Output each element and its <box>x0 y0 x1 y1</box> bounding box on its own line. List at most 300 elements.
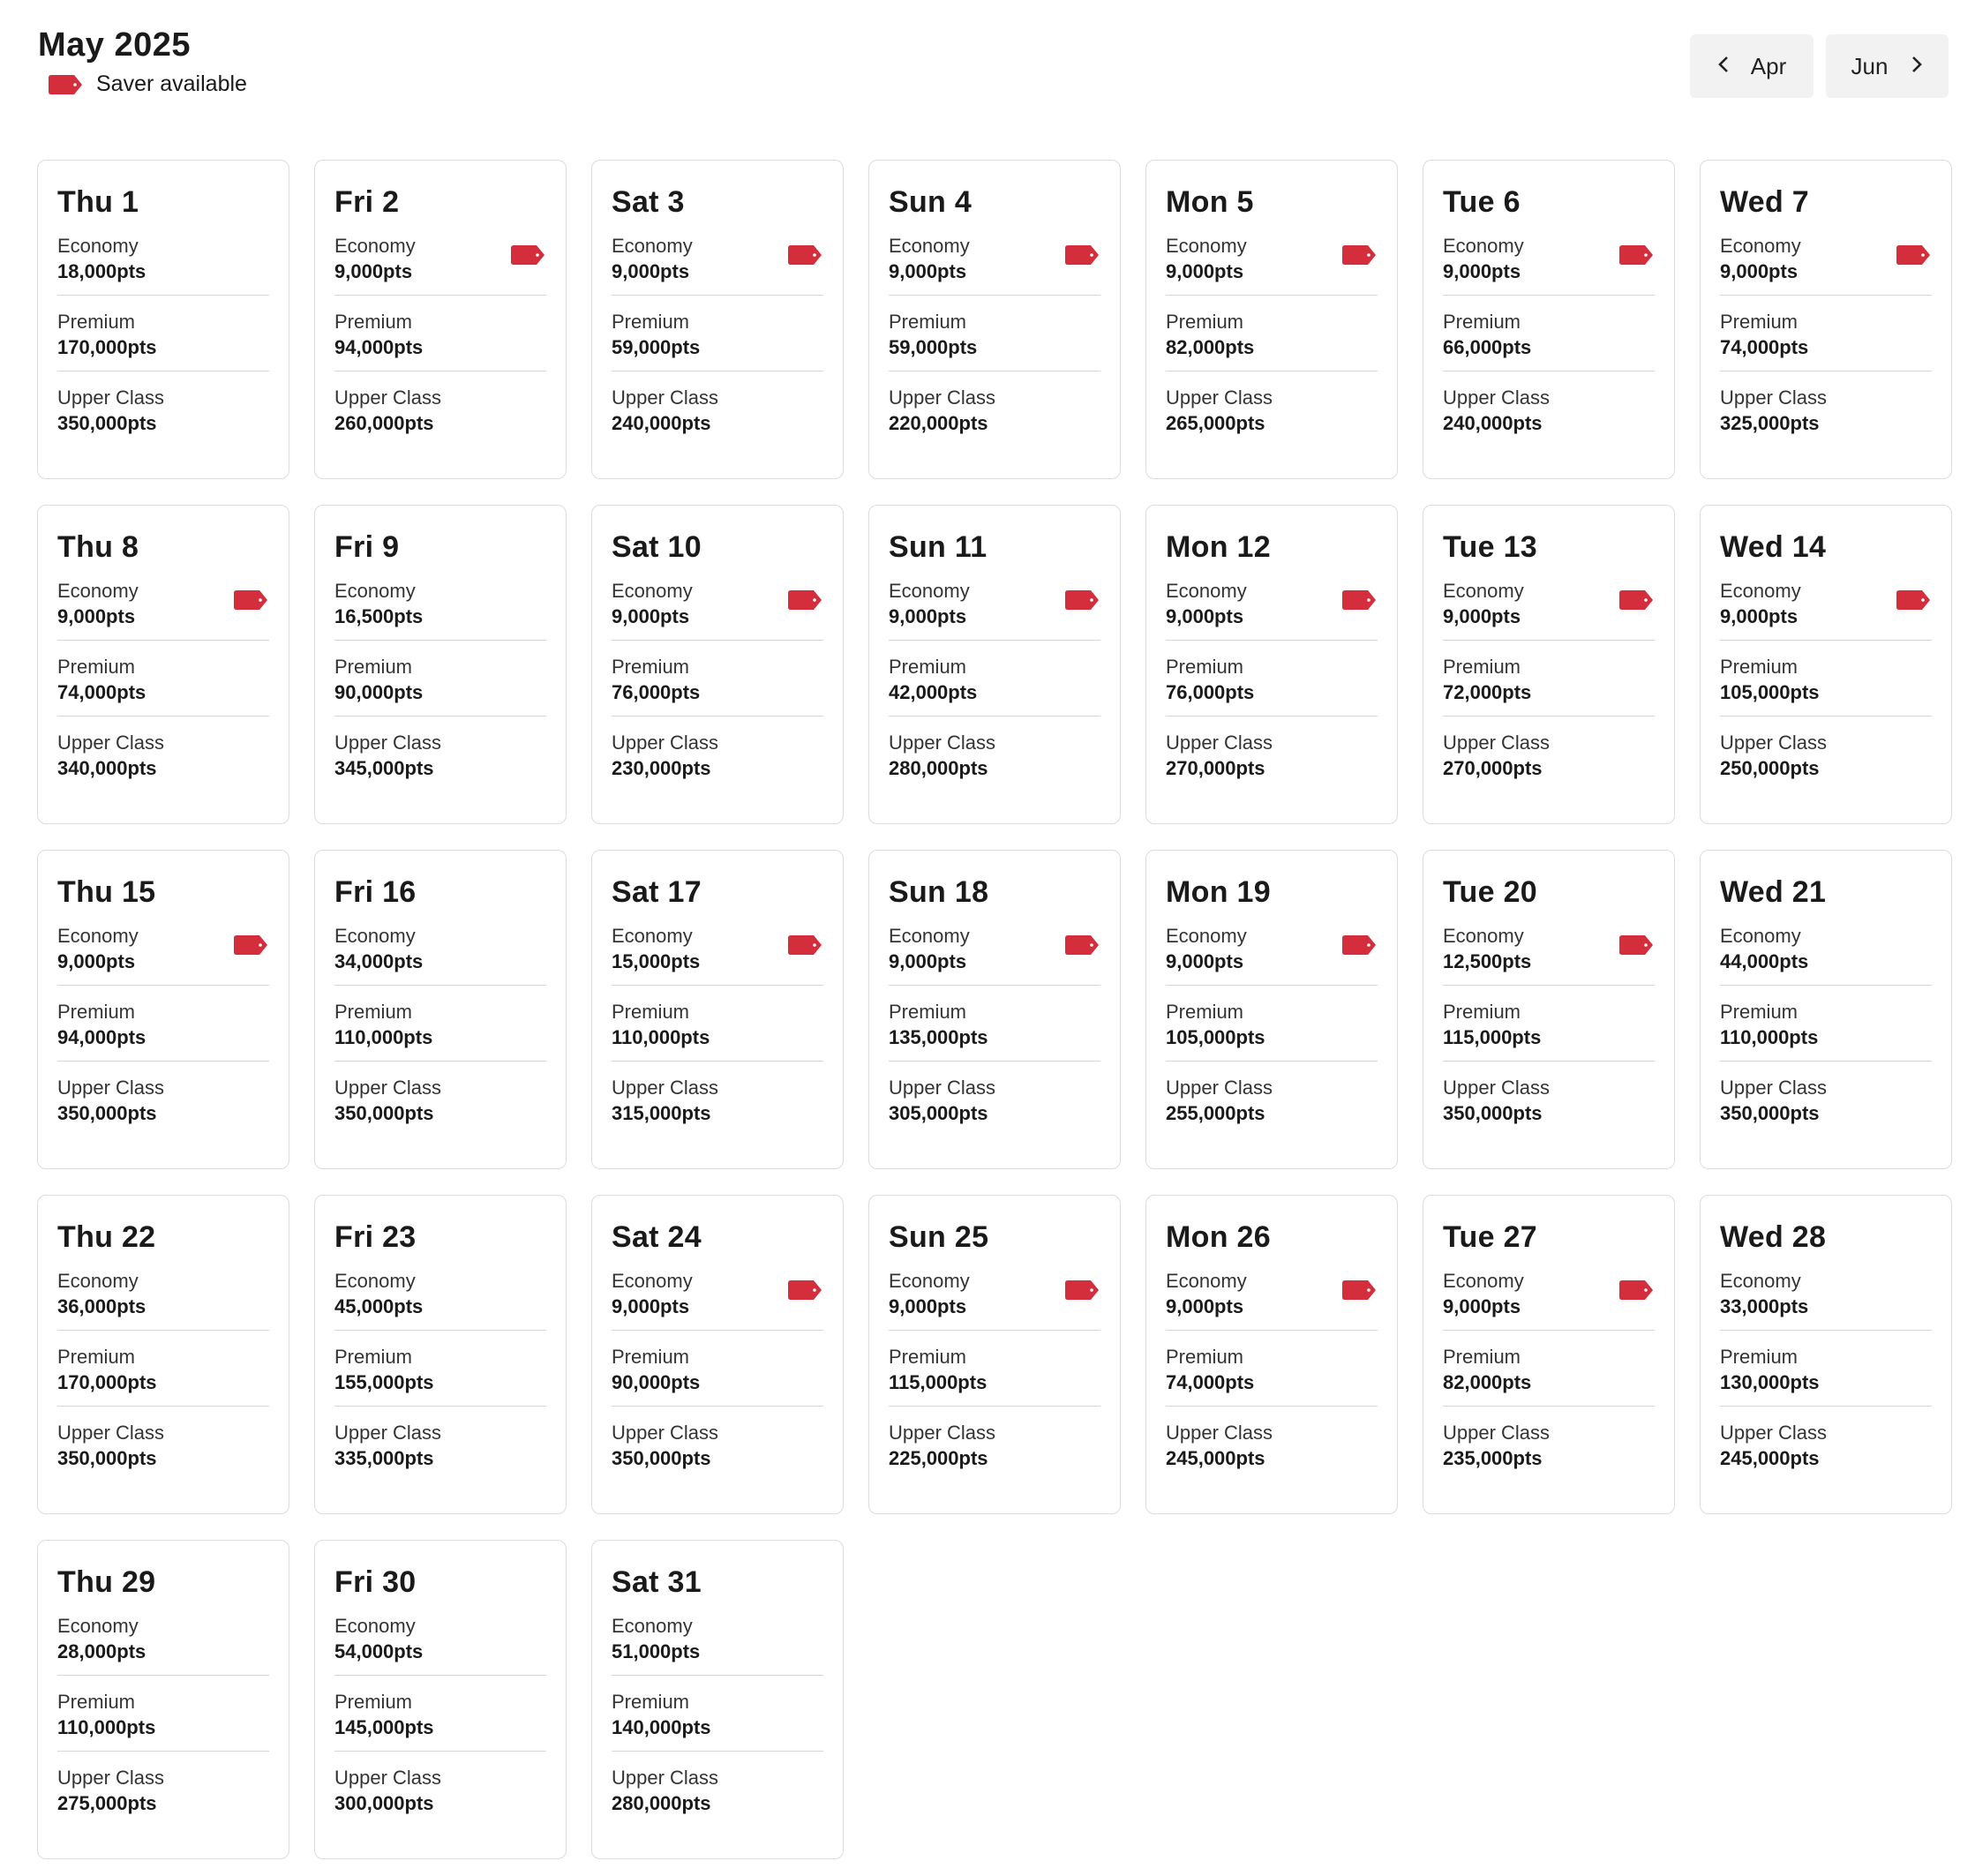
day-card[interactable] <box>591 160 844 479</box>
day-date: Fri 23 <box>334 1220 417 1254</box>
fare-label-economy: Economy <box>1720 235 1801 257</box>
saver-tag-icon <box>234 590 267 610</box>
fare-value-economy: 9,000pts <box>1443 605 1521 627</box>
fare-value-premium: 155,000pts <box>334 1371 434 1393</box>
day-date: Wed 7 <box>1720 185 1810 219</box>
saver-tag-icon <box>1065 245 1099 265</box>
page-title: May 2025 <box>38 26 191 64</box>
fare-label-upper-class: Upper Class <box>1720 1077 1828 1099</box>
fare-label-upper-class: Upper Class <box>889 1422 996 1444</box>
fare-label-upper-class: Upper Class <box>334 386 442 409</box>
fare-upper-class[interactable] <box>1166 731 1378 792</box>
fare-value-upper-class: 340,000pts <box>57 757 157 779</box>
fare-value-premium: 90,000pts <box>334 681 424 703</box>
fare-economy[interactable] <box>57 579 269 641</box>
saver-tag-icon <box>788 245 822 265</box>
fare-economy[interactable] <box>889 924 1100 986</box>
fare-label-upper-class: Upper Class <box>57 1422 165 1444</box>
fare-value-premium: 74,000pts <box>1166 1371 1255 1393</box>
day-card[interactable] <box>314 850 567 1169</box>
fare-label-economy: Economy <box>1720 1270 1801 1292</box>
saver-tag-icon <box>511 245 544 265</box>
fare-value-economy: 44,000pts <box>1720 950 1809 972</box>
day-date: Sun 11 <box>889 530 988 564</box>
fare-value-upper-class: 245,000pts <box>1166 1447 1265 1469</box>
fare-economy[interactable] <box>612 1269 823 1331</box>
fare-label-economy: Economy <box>889 235 970 257</box>
fare-label-economy: Economy <box>889 925 970 947</box>
fare-economy[interactable] <box>1720 924 1932 986</box>
fare-value-premium: 94,000pts <box>57 1026 146 1048</box>
fare-premium[interactable] <box>612 1690 823 1752</box>
fare-upper-class[interactable] <box>57 1076 269 1137</box>
fare-value-economy: 9,000pts <box>1166 1295 1244 1317</box>
fare-label-economy: Economy <box>612 925 693 947</box>
fare-label-upper-class: Upper Class <box>1166 732 1273 754</box>
fare-value-upper-class: 350,000pts <box>334 1102 434 1124</box>
day-card[interactable] <box>37 850 289 1169</box>
fare-premium[interactable] <box>1720 655 1932 717</box>
fare-label-premium: Premium <box>612 1001 690 1023</box>
day-card[interactable] <box>868 1195 1121 1514</box>
day-card[interactable] <box>868 850 1121 1169</box>
fare-premium[interactable] <box>612 1345 823 1407</box>
fare-premium[interactable] <box>57 1345 269 1407</box>
fare-label-upper-class: Upper Class <box>1720 732 1828 754</box>
fare-value-economy: 9,000pts <box>57 950 136 972</box>
fare-upper-class[interactable] <box>612 731 823 792</box>
fare-premium[interactable] <box>612 310 823 371</box>
fare-economy[interactable] <box>1166 924 1378 986</box>
saver-tag-icon <box>1619 590 1653 610</box>
fare-premium[interactable] <box>57 1690 269 1752</box>
fare-label-premium: Premium <box>1166 1346 1244 1368</box>
day-card[interactable] <box>314 1540 567 1859</box>
day-date: Sat 3 <box>612 185 685 219</box>
fare-premium[interactable] <box>612 655 823 717</box>
fare-premium[interactable] <box>334 310 546 371</box>
fare-value-premium: 130,000pts <box>1720 1371 1820 1393</box>
fare-value-economy: 12,500pts <box>1443 950 1532 972</box>
fare-upper-class[interactable] <box>1443 1076 1655 1137</box>
fare-label-premium: Premium <box>57 1001 136 1023</box>
day-card[interactable] <box>1700 160 1952 479</box>
fare-economy[interactable] <box>612 1614 823 1676</box>
fare-value-upper-class: 255,000pts <box>1166 1102 1265 1124</box>
day-date: Sat 31 <box>612 1565 702 1599</box>
fare-value-premium: 76,000pts <box>1166 681 1255 703</box>
day-date: Sat 17 <box>612 875 702 909</box>
day-card[interactable] <box>37 160 289 479</box>
fare-economy[interactable] <box>612 924 823 986</box>
fare-label-premium: Premium <box>57 311 136 333</box>
fare-premium[interactable] <box>889 1345 1100 1407</box>
fare-upper-class[interactable] <box>1720 1421 1932 1482</box>
fare-upper-class[interactable] <box>1443 731 1655 792</box>
fare-value-economy: 15,000pts <box>612 950 701 972</box>
fare-value-economy: 36,000pts <box>57 1295 146 1317</box>
fare-upper-class[interactable] <box>889 386 1100 447</box>
day-card[interactable] <box>868 505 1121 824</box>
fare-economy[interactable] <box>1443 579 1655 641</box>
day-date: Thu 22 <box>57 1220 156 1254</box>
day-date: Tue 20 <box>1443 875 1537 909</box>
day-date: Fri 2 <box>334 185 400 219</box>
fare-value-upper-class: 270,000pts <box>1166 757 1265 779</box>
fare-upper-class[interactable] <box>889 731 1100 792</box>
fare-label-upper-class: Upper Class <box>1720 386 1828 409</box>
fare-value-premium: 66,000pts <box>1443 336 1532 358</box>
fare-premium[interactable] <box>1166 1000 1378 1062</box>
fare-value-premium: 170,000pts <box>57 336 157 358</box>
day-card[interactable] <box>1145 160 1398 479</box>
fare-label-premium: Premium <box>1443 1001 1521 1023</box>
fare-label-premium: Premium <box>612 656 690 678</box>
fare-label-premium: Premium <box>57 656 136 678</box>
fare-value-upper-class: 350,000pts <box>57 1447 157 1469</box>
saver-tag-icon <box>1896 245 1930 265</box>
fare-premium[interactable] <box>1443 655 1655 717</box>
fare-value-upper-class: 350,000pts <box>1720 1102 1820 1124</box>
fare-label-economy: Economy <box>612 1270 693 1292</box>
fare-economy[interactable] <box>1720 234 1932 296</box>
fare-economy[interactable] <box>1166 1269 1378 1331</box>
fare-economy[interactable] <box>889 234 1100 296</box>
fare-label-economy: Economy <box>334 1615 416 1637</box>
fare-label-economy: Economy <box>57 580 139 602</box>
fare-premium[interactable] <box>57 1000 269 1062</box>
day-card[interactable] <box>314 505 567 824</box>
day-card[interactable] <box>591 1540 844 1859</box>
fare-value-economy: 9,000pts <box>334 260 413 282</box>
fare-value-economy: 9,000pts <box>1166 605 1244 627</box>
fare-value-premium: 105,000pts <box>1720 681 1820 703</box>
fare-label-premium: Premium <box>612 1691 690 1713</box>
fare-value-upper-class: 245,000pts <box>1720 1447 1820 1469</box>
calendar-header <box>38 26 247 97</box>
day-card[interactable] <box>1423 505 1675 824</box>
fare-upper-class[interactable] <box>1720 386 1932 447</box>
fare-value-economy: 34,000pts <box>334 950 424 972</box>
day-card[interactable] <box>1700 1195 1952 1514</box>
fare-premium[interactable] <box>889 1000 1100 1062</box>
fare-economy[interactable] <box>1720 1269 1932 1331</box>
fare-premium[interactable] <box>1720 1000 1932 1062</box>
fare-label-premium: Premium <box>889 311 967 333</box>
day-card[interactable] <box>1700 850 1952 1169</box>
fare-value-upper-class: 230,000pts <box>612 757 711 779</box>
fare-label-upper-class: Upper Class <box>334 732 442 754</box>
fare-label-economy: Economy <box>1166 580 1247 602</box>
fare-label-upper-class: Upper Class <box>612 1422 719 1444</box>
fare-value-economy: 45,000pts <box>334 1295 424 1317</box>
fare-upper-class[interactable] <box>1443 1421 1655 1482</box>
fare-label-upper-class: Upper Class <box>1166 386 1273 409</box>
saver-tag-icon <box>234 935 267 955</box>
fare-value-premium: 72,000pts <box>1443 681 1532 703</box>
fare-label-economy: Economy <box>1443 580 1524 602</box>
fare-label-economy: Economy <box>334 925 416 947</box>
next-month-button[interactable] <box>1826 34 1949 98</box>
fare-economy[interactable] <box>334 924 546 986</box>
fare-value-premium: 82,000pts <box>1443 1371 1532 1393</box>
fare-economy[interactable] <box>57 1269 269 1331</box>
fare-premium[interactable] <box>1443 1000 1655 1062</box>
day-card[interactable] <box>1423 850 1675 1169</box>
fare-label-upper-class: Upper Class <box>57 386 165 409</box>
fare-label-premium: Premium <box>612 1346 690 1368</box>
fare-upper-class[interactable] <box>1166 386 1378 447</box>
day-date: Wed 21 <box>1720 875 1827 909</box>
chevron-left-icon <box>1717 53 1730 80</box>
fare-upper-class[interactable] <box>57 731 269 792</box>
fare-label-economy: Economy <box>1166 925 1247 947</box>
fare-value-upper-class: 225,000pts <box>889 1447 988 1469</box>
fare-economy[interactable] <box>57 1614 269 1676</box>
fare-value-economy: 9,000pts <box>1166 260 1244 282</box>
fare-economy[interactable] <box>1443 1269 1655 1331</box>
fare-upper-class[interactable] <box>889 1421 1100 1482</box>
fare-economy[interactable] <box>1166 234 1378 296</box>
fare-label-economy: Economy <box>57 235 139 257</box>
fare-premium[interactable] <box>57 655 269 717</box>
day-date: Thu 1 <box>57 185 139 219</box>
fare-premium[interactable] <box>334 1345 546 1407</box>
day-date: Sun 18 <box>889 875 989 909</box>
fare-economy[interactable] <box>334 579 546 641</box>
fare-premium[interactable] <box>1166 310 1378 371</box>
fare-label-economy: Economy <box>889 1270 970 1292</box>
fare-economy[interactable] <box>1720 579 1932 641</box>
day-date: Tue 6 <box>1443 185 1521 219</box>
previous-month-button[interactable] <box>1690 34 1814 98</box>
fare-value-upper-class: 280,000pts <box>612 1792 711 1814</box>
fare-label-economy: Economy <box>1443 235 1524 257</box>
fare-value-upper-class: 350,000pts <box>612 1447 711 1469</box>
fare-label-premium: Premium <box>1720 1001 1799 1023</box>
fare-economy[interactable] <box>57 234 269 296</box>
fare-value-upper-class: 220,000pts <box>889 412 988 434</box>
fare-upper-class[interactable] <box>334 1076 546 1137</box>
fare-value-upper-class: 265,000pts <box>1166 412 1265 434</box>
fare-premium[interactable] <box>1166 655 1378 717</box>
fare-value-upper-class: 335,000pts <box>334 1447 434 1469</box>
fare-value-upper-class: 305,000pts <box>889 1102 988 1124</box>
day-card[interactable] <box>1145 1195 1398 1514</box>
fare-upper-class[interactable] <box>334 731 546 792</box>
fare-label-premium: Premium <box>334 1001 413 1023</box>
fare-label-premium: Premium <box>1443 656 1521 678</box>
fare-economy[interactable] <box>57 924 269 986</box>
fare-label-upper-class: Upper Class <box>1443 1077 1551 1099</box>
fare-upper-class[interactable] <box>612 1766 823 1827</box>
day-card[interactable] <box>1145 850 1398 1169</box>
day-date: Mon 5 <box>1166 185 1254 219</box>
fare-label-premium: Premium <box>334 1346 413 1368</box>
day-card[interactable] <box>37 1195 289 1514</box>
day-date: Sun 25 <box>889 1220 989 1254</box>
fare-upper-class[interactable] <box>1720 1076 1932 1137</box>
saver-tag-icon <box>788 590 822 610</box>
fare-value-economy: 33,000pts <box>1720 1295 1809 1317</box>
day-card[interactable] <box>37 1540 289 1859</box>
day-card[interactable] <box>591 505 844 824</box>
day-date: Wed 28 <box>1720 1220 1827 1254</box>
fare-upper-class[interactable] <box>612 386 823 447</box>
fare-value-economy: 9,000pts <box>1720 605 1799 627</box>
fare-economy[interactable] <box>612 579 823 641</box>
fare-economy[interactable] <box>334 1614 546 1676</box>
fare-label-upper-class: Upper Class <box>1443 732 1551 754</box>
fare-label-upper-class: Upper Class <box>57 1077 165 1099</box>
fare-label-economy: Economy <box>1720 925 1801 947</box>
fare-label-upper-class: Upper Class <box>1443 386 1551 409</box>
fare-label-premium: Premium <box>1443 1346 1521 1368</box>
fare-label-upper-class: Upper Class <box>889 1077 996 1099</box>
fare-premium[interactable] <box>1166 1345 1378 1407</box>
fare-value-upper-class: 270,000pts <box>1443 757 1543 779</box>
saver-tag-icon <box>1619 1280 1653 1300</box>
day-date: Tue 27 <box>1443 1220 1537 1254</box>
fare-economy[interactable] <box>1166 579 1378 641</box>
fare-label-upper-class: Upper Class <box>1166 1422 1273 1444</box>
fare-label-premium: Premium <box>612 311 690 333</box>
fare-label-economy: Economy <box>334 1270 416 1292</box>
fare-label-upper-class: Upper Class <box>334 1077 442 1099</box>
day-date: Mon 12 <box>1166 530 1271 564</box>
fare-upper-class[interactable] <box>57 386 269 447</box>
day-date: Sun 4 <box>889 185 972 219</box>
fare-label-economy: Economy <box>57 1615 139 1637</box>
fare-upper-class[interactable] <box>1443 386 1655 447</box>
fare-label-upper-class: Upper Class <box>889 386 996 409</box>
day-card[interactable] <box>1423 160 1675 479</box>
fare-economy[interactable] <box>889 1269 1100 1331</box>
fare-value-premium: 170,000pts <box>57 1371 157 1393</box>
fare-label-premium: Premium <box>889 1346 967 1368</box>
fare-label-premium: Premium <box>889 1001 967 1023</box>
fare-premium[interactable] <box>1720 1345 1932 1407</box>
fare-value-upper-class: 345,000pts <box>334 757 434 779</box>
fare-value-premium: 110,000pts <box>57 1716 156 1738</box>
fare-label-premium: Premium <box>334 656 413 678</box>
fare-value-premium: 145,000pts <box>334 1716 434 1738</box>
fare-value-premium: 135,000pts <box>889 1026 988 1048</box>
day-card[interactable] <box>591 1195 844 1514</box>
fare-value-premium: 82,000pts <box>1166 336 1255 358</box>
fare-label-premium: Premium <box>334 1691 413 1713</box>
fare-economy[interactable] <box>1443 924 1655 986</box>
fare-upper-class[interactable] <box>334 1766 546 1827</box>
fare-value-premium: 105,000pts <box>1166 1026 1265 1048</box>
day-card[interactable] <box>37 505 289 824</box>
fare-label-premium: Premium <box>1443 311 1521 333</box>
fare-value-premium: 76,000pts <box>612 681 701 703</box>
fare-upper-class[interactable] <box>57 1421 269 1482</box>
saver-tag-icon <box>1896 590 1930 610</box>
saver-legend-label: Saver available <box>96 71 247 96</box>
fare-premium[interactable] <box>1443 1345 1655 1407</box>
fare-premium[interactable] <box>334 1000 546 1062</box>
fare-label-premium: Premium <box>889 656 967 678</box>
fare-upper-class[interactable] <box>57 1766 269 1827</box>
fare-value-premium: 110,000pts <box>1720 1026 1819 1048</box>
saver-tag-icon <box>788 1280 822 1300</box>
saver-tag-icon <box>1342 1280 1376 1300</box>
saver-tag-icon <box>1065 935 1099 955</box>
fare-label-economy: Economy <box>612 580 693 602</box>
saver-tag-icon <box>1342 245 1376 265</box>
fare-upper-class[interactable] <box>334 1421 546 1482</box>
fare-value-economy: 9,000pts <box>612 1295 690 1317</box>
fare-value-economy: 9,000pts <box>889 605 967 627</box>
fare-premium[interactable] <box>889 310 1100 371</box>
day-card[interactable] <box>1423 1195 1675 1514</box>
fare-premium[interactable] <box>612 1000 823 1062</box>
fare-label-economy: Economy <box>1443 1270 1524 1292</box>
chevron-right-icon <box>1911 53 1923 80</box>
fare-value-premium: 74,000pts <box>57 681 146 703</box>
day-card[interactable] <box>314 160 567 479</box>
fare-upper-class[interactable] <box>1166 1421 1378 1482</box>
fare-value-economy: 9,000pts <box>889 950 967 972</box>
fare-economy[interactable] <box>334 234 546 296</box>
fare-label-upper-class: Upper Class <box>1443 1422 1551 1444</box>
saver-tag-icon <box>1342 590 1376 610</box>
fare-value-upper-class: 350,000pts <box>57 412 157 434</box>
fare-value-upper-class: 240,000pts <box>1443 412 1543 434</box>
fare-upper-class[interactable] <box>1166 1076 1378 1137</box>
fare-upper-class[interactable] <box>612 1076 823 1137</box>
fare-economy[interactable] <box>889 579 1100 641</box>
fare-label-premium: Premium <box>1720 1346 1799 1368</box>
fare-upper-class[interactable] <box>1720 731 1932 792</box>
fare-value-upper-class: 325,000pts <box>1720 412 1820 434</box>
fare-economy[interactable] <box>612 234 823 296</box>
fare-value-economy: 9,000pts <box>1443 260 1521 282</box>
previous-month-label: Apr <box>1750 52 1787 79</box>
fare-premium[interactable] <box>57 310 269 371</box>
day-card[interactable] <box>868 160 1121 479</box>
fare-label-premium: Premium <box>57 1346 136 1368</box>
fare-value-upper-class: 350,000pts <box>1443 1102 1543 1124</box>
fare-economy[interactable] <box>334 1269 546 1331</box>
fare-upper-class[interactable] <box>334 386 546 447</box>
fare-economy[interactable] <box>1443 234 1655 296</box>
fare-value-premium: 59,000pts <box>889 336 978 358</box>
day-card[interactable] <box>1700 505 1952 824</box>
day-card[interactable] <box>591 850 844 1169</box>
fare-premium[interactable] <box>1720 310 1932 371</box>
fare-upper-class[interactable] <box>889 1076 1100 1137</box>
day-card[interactable] <box>1145 505 1398 824</box>
fare-value-premium: 59,000pts <box>612 336 701 358</box>
fare-value-upper-class: 260,000pts <box>334 412 434 434</box>
fare-premium[interactable] <box>889 655 1100 717</box>
fare-premium[interactable] <box>334 1690 546 1752</box>
day-date: Thu 29 <box>57 1565 156 1599</box>
saver-tag-icon <box>1065 590 1099 610</box>
day-date: Thu 8 <box>57 530 139 564</box>
saver-tag-icon <box>49 75 82 94</box>
fare-premium[interactable] <box>1443 310 1655 371</box>
day-card[interactable] <box>314 1195 567 1514</box>
fare-premium[interactable] <box>334 655 546 717</box>
fare-value-upper-class: 280,000pts <box>889 757 988 779</box>
saver-tag-icon <box>1342 935 1376 955</box>
fare-upper-class[interactable] <box>612 1421 823 1482</box>
fare-value-premium: 140,000pts <box>612 1716 711 1738</box>
